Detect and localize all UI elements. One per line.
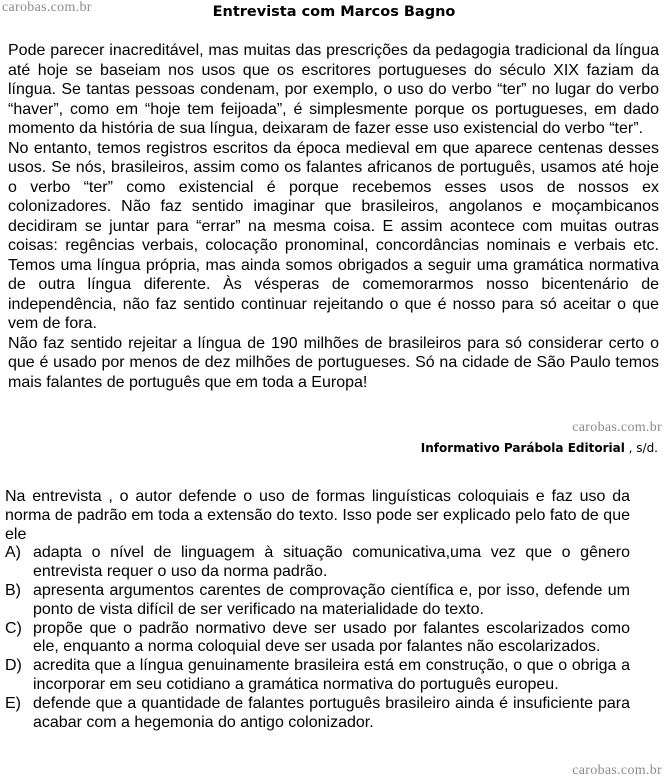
option-e[interactable] bbox=[5, 695, 630, 733]
option-text: propõe que o padrão normativo deve ser usado por falantes escolarizados como ele, enquanto a norma coloquial deve ser usada por falantes não escolarizados. bbox=[33, 619, 630, 656]
watermark-top: carobas.com.br bbox=[2, 0, 92, 15]
question-stem: Na entrevista , o autor defende o uso de formas linguísticas coloquiais e faz uso da norma de padrão em toda a extensão do texto. Isso pode ser explicado pelo fato de que ele bbox=[5, 488, 630, 543]
source-date: , s/d. bbox=[624, 441, 658, 455]
watermark-bottom: carobas.com.br bbox=[572, 763, 662, 778]
passage-paragraph-3: Não faz sentido rejeitar a língua de 190 milhões de brasileiros para só considerar certo o que é usado por menos de dez milhões de portugueses. Só na cidade de São Paulo temos mais falantes de português que em toda a Europa! bbox=[8, 334, 659, 391]
passage-paragraph-2: No entanto, temos registros escritos da época medieval em que aparece centenas desses usos. Se nós, brasileiros, assim como os falantes africanos de português, usamos até hoje o verbo “ter” como existencial é porque recebemos esses usos de nossos ex colonizadores. Não faz sentido imaginar que brasileiros, angolanos e moçambicanos decidiram se juntar para “errar” na mesma coisa. E assim acontece com muitas outras coisas: regências verbais, colocação pronominal, concordâncias nominais e verbais etc. Temos uma língua própria, mas ainda somos obrigados a seguir uma gramática normativa de outra língua diferente. Às vésperas de comemorarmos nosso bicentenário de independência, não faz sentido continuar rejeitando o que é nosso para só aceitar o que vem de fora. bbox=[8, 139, 659, 332]
option-letter: A) bbox=[5, 544, 21, 562]
option-text: apresenta argumentos carentes de comprovação científica e, por isso, defende um ponto de vista difícil de ser verificado na materialidade do texto. bbox=[33, 581, 630, 618]
option-letter: D) bbox=[5, 657, 22, 675]
option-d[interactable] bbox=[5, 657, 630, 695]
option-text: defende que a quantidade de falantes português brasileiro ainda é insuficiente para acabar com a hegemonia do antigo colonizador. bbox=[33, 694, 630, 731]
option-b[interactable] bbox=[5, 582, 630, 620]
option-letter: C) bbox=[5, 619, 22, 637]
option-letter: E) bbox=[5, 694, 21, 712]
option-text: adapta o nível de linguagem à situação comunicativa,uma vez que o gênero entrevista requer o uso da norma padrão. bbox=[33, 544, 630, 581]
option-a[interactable] bbox=[5, 544, 630, 582]
answer-options bbox=[5, 544, 630, 732]
page-title: Entrevista com Marcos Bagno bbox=[212, 4, 456, 20]
source-citation bbox=[421, 441, 658, 455]
passage-paragraph-1: Pode parecer inacreditável, mas muitas das prescrições da pedagogia tradicional da língua até hoje se baseiam nos usos que os escritores portugueses do século XIX faziam da língua. Se tantas pessoas condenam, por exemplo, o uso do verbo “ter” no lugar do verbo “haver”, como em “hoje tem feijoada”, é simplesmente porque os portugueses, em dado momento da história de sua língua, deixaram de fazer esse uso existencial do verbo “ter”. bbox=[8, 42, 659, 137]
watermark-middle: carobas.com.br bbox=[572, 420, 662, 435]
option-text: acredita que a língua genuinamente brasileira está em construção, o que o obriga a incorporar em seu cotidiano a gramática normativa do português europeu. bbox=[33, 657, 630, 693]
source-name: Informativo Parábola Editorial bbox=[420, 441, 625, 455]
option-letter: B) bbox=[5, 581, 21, 599]
interview-passage bbox=[8, 41, 659, 392]
question-block bbox=[5, 488, 630, 732]
option-c[interactable] bbox=[5, 620, 630, 658]
